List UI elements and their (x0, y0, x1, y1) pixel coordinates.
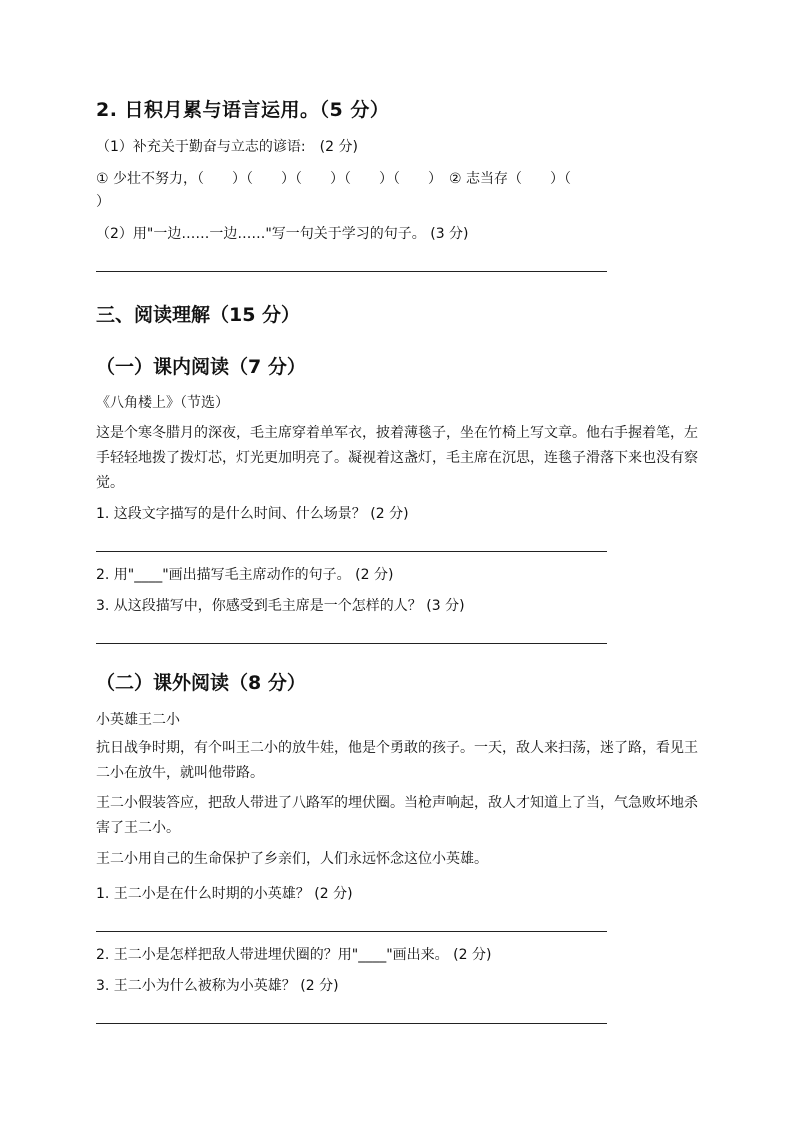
story-para-3: 王二小用自己的生命保护了乡亲们，人们永远怀念这位小英雄。 (96, 851, 488, 867)
answer-line[interactable] (96, 551, 607, 552)
section2-q2: （2）用"一边……一边……"写一句关于学习的句子。 (3 分) (96, 226, 469, 242)
part2-q2: 2. 王二小是怎样把敌人带进埋伏圈的？用"____"画出来。 (2 分) (96, 947, 492, 963)
story-para-2: 王二小假装答应，把敌人带进了八路军的埋伏圈。当枪声响起，敌人才知道上了当，气急败坏地杀害了王二小。 (96, 795, 698, 836)
part2-title: （二）课外阅读（8 分） (96, 672, 306, 694)
part1-title: （一）课内阅读（7 分） (96, 356, 306, 378)
section2-q1-blanks: ① 少壮不努力，（ ）（ ）（ ）（ ）（ ） ② 志当存（ ）（ (96, 171, 571, 187)
part1-passage: 这是个寒冬腊月的深夜，毛主席穿着单军衣，披着薄毯子，坐在竹椅上写文章。他右手握着笔，左手轻轻地拨了拨灯芯，灯光更加明亮了。凝视着这盏灯，毛主席在沉思，连毯子滑落下来也没有察觉。 (96, 425, 698, 491)
answer-line[interactable] (96, 643, 607, 644)
part2-q3: 3. 王二小为什么被称为小英雄？ (2 分) (96, 978, 339, 994)
part2-q1: 1. 王二小是在什么时期的小英雄？ (2 分) (96, 886, 353, 902)
section2-q1: （1）补充关于勤奋与立志的谚语: (2 分) (96, 139, 358, 155)
section2-title: 2. 日积月累与语言运用。（5 分） (96, 99, 390, 121)
answer-line[interactable] (96, 271, 607, 272)
part1-source: 《八角楼上》（节选） (96, 395, 229, 411)
section3-title: 三、阅读理解（15 分） (96, 304, 301, 326)
part1-q3: 3. 从这段描写中，你感受到毛主席是一个怎样的人？ (3 分) (96, 598, 465, 614)
answer-line[interactable] (96, 1023, 607, 1024)
part1-q2: 2. 用"____"画出描写毛主席动作的句子。 (2 分) (96, 567, 394, 583)
story-para-1: 抗日战争时期，有个叫王二小的放牛娃，他是个勇敢的孩子。一天，敌人来扫荡，迷了路，看见王二小在放牛，就叫他带路。 (96, 740, 698, 781)
section2-q1-tail: ） (96, 194, 110, 210)
answer-line[interactable] (96, 931, 607, 932)
story-title: 小英雄王二小 (96, 712, 180, 728)
part1-q1: 1. 这段文字描写的是什么时间、什么场景？ (2 分) (96, 506, 409, 522)
